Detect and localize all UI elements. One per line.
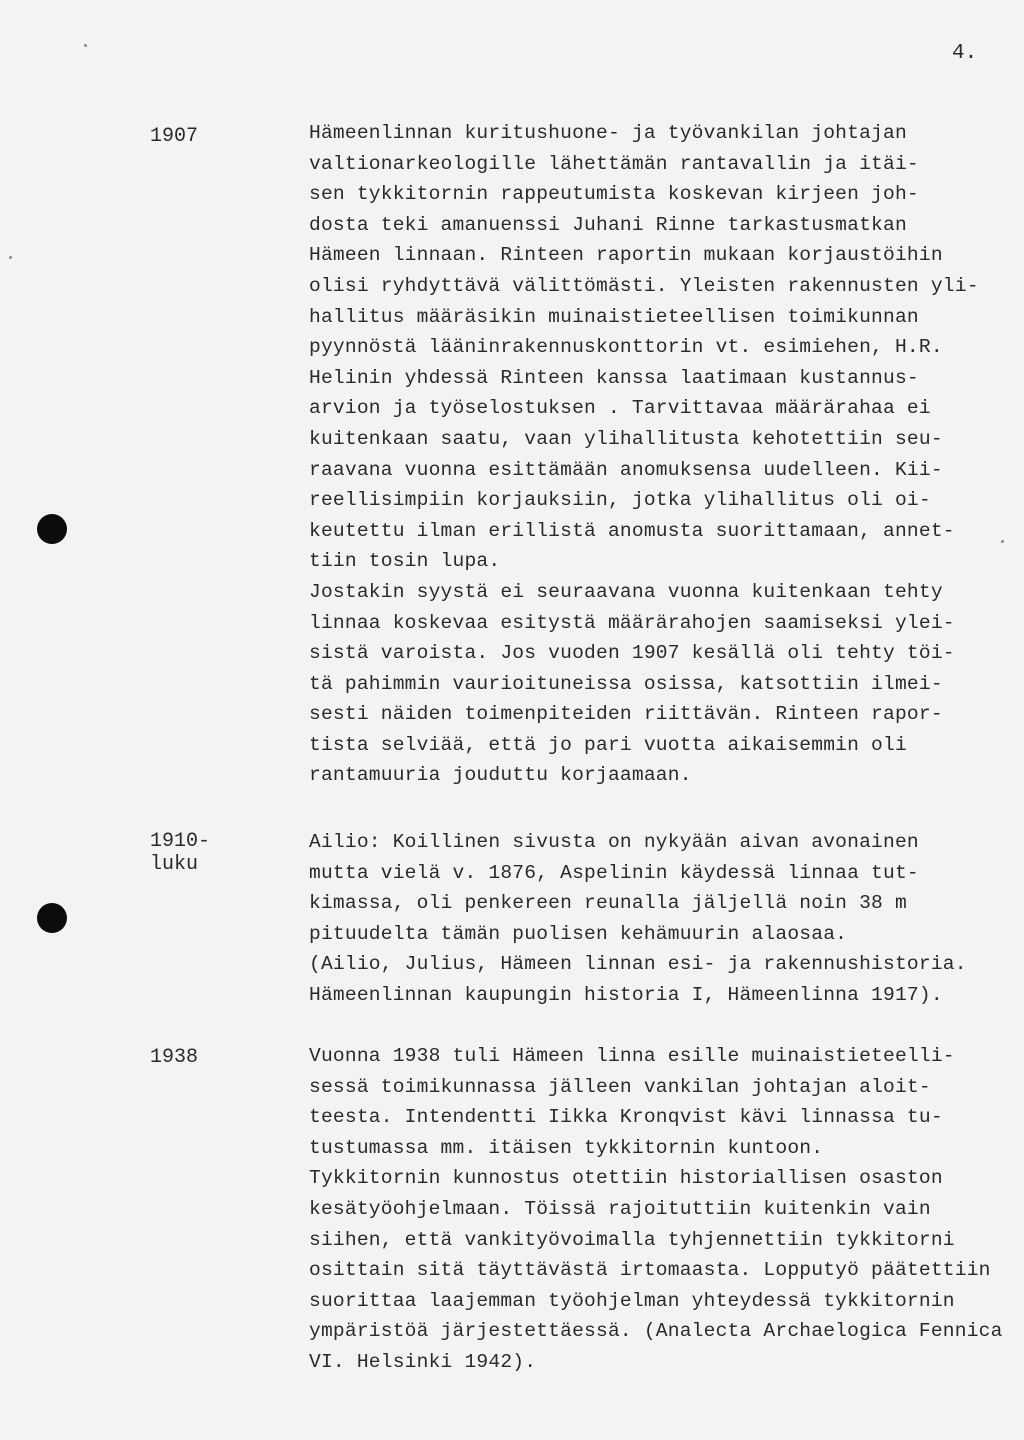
entry-text-1938	[309, 1041, 1014, 1378]
text-line: Hämeenlinnan kuritushuone- ja työvankilan johtajan	[309, 122, 907, 144]
text-line: Hämeen linnaan. Rinteen raportin mukaan korjaustöihin	[309, 244, 943, 267]
entry-text-1910-luku	[309, 827, 1014, 1011]
text-line: (Ailio, Julius, Hämeen linnan esi- ja rakennushistoria.	[309, 953, 967, 976]
text-line: siihen, että vankityövoimalla tyhjennettiin tykkitorni	[309, 1228, 955, 1251]
text-line: Vuonna 1938 tuli Hämeen linna esille muinaistieteelli-	[309, 1045, 955, 1067]
text-line: osittain sitä täyttävästä irtomaasta. Lopputyö päätettiin	[309, 1259, 991, 1282]
text-line: sen tykkitornin rappeutumista koskevan kirjeen joh-	[309, 183, 919, 206]
text-line: arvion ja työselostuksen . Tarvittavaa määrärahaa ei	[309, 397, 931, 420]
punch-hole-icon	[37, 514, 67, 544]
year-label-1907	[150, 125, 198, 148]
text-line: sessä toimikunnassa jälleen vankilan johtajan aloit-	[309, 1075, 931, 1098]
year-line: luku	[150, 853, 199, 876]
text-line: dosta teki amanuenssi Juhani Rinne tarkastusmatkan	[309, 213, 907, 236]
text-line: Ailio: Koillinen sivusta on nykyään aivan avonainen	[309, 831, 919, 853]
text-line: pyynnöstä lääninrakennuskonttorin vt. esimiehen, H.R.	[309, 336, 943, 359]
punch-hole-icon	[37, 903, 67, 933]
text-line: ympäristöä järjestettäessä. (Analecta Archaelogica Fennica	[309, 1320, 1003, 1343]
year-line: 1938	[150, 1046, 199, 1069]
text-line: valtionarkeologille lähettämän rantavallin ja itäi-	[309, 152, 919, 175]
text-line: sistä varoista. Jos vuoden 1907 kesällä oli tehty töi-	[309, 642, 955, 665]
text-line: kimassa, oli penkereen reunalla jäljellä noin 38 m	[309, 892, 907, 915]
year-line: 1907	[150, 125, 199, 148]
text-line: teesta. Intendentti Iikka Kronqvist kävi linnassa tu-	[309, 1106, 943, 1129]
year-line: 1910-	[150, 830, 211, 853]
text-line: sesti näiden toimenpiteiden riittävän. Rinteen rapor-	[309, 703, 943, 726]
text-line: mutta vielä v. 1876, Aspelinin käydessä linnaa tut-	[309, 861, 919, 884]
speck-mark	[84, 44, 87, 47]
text-line: Tykkitornin kunnostus otettiin historiallisen osaston	[309, 1167, 943, 1190]
speck-mark	[9, 256, 12, 259]
text-line: kuitenkaan saatu, vaan ylihallitusta kehotettiin seu-	[309, 427, 943, 450]
text-line: reellisimpiin korjauksiin, jotka ylihallitus oli oi-	[309, 489, 931, 512]
page-number: 4.	[952, 42, 978, 65]
text-line: tiin tosin lupa.	[309, 550, 501, 573]
text-line: Helinin yhdessä Rinteen kanssa laatimaan kustannus-	[309, 366, 919, 389]
text-line: olisi ryhdyttävä välittömästi. Yleisten rakennusten yli-	[309, 274, 979, 297]
text-line: Hämeenlinnan kaupungin historia I, Hämeenlinna 1917).	[309, 983, 943, 1006]
text-line: raavana vuonna esittämään anomuksensa uudelleen. Kii-	[309, 458, 943, 481]
year-label-1910-luku	[150, 830, 210, 876]
text-line: linnaa koskevaa esitystä määrärahojen saamiseksi ylei-	[309, 611, 955, 634]
text-line: hallitus määräsikin muinaistieteellisen toimikunnan	[309, 305, 919, 328]
entry-text-1907	[309, 118, 1014, 791]
text-line: tä pahimmin vaurioituneissa osissa, katsottiin ilmei-	[309, 672, 943, 695]
text-line: tista selviää, että jo pari vuotta aikaisemmin oli	[309, 733, 907, 756]
year-label-1938	[150, 1046, 198, 1069]
text-line: suorittaa laajemman työohjelman yhteydessä tykkitornin	[309, 1289, 955, 1312]
text-line: kesätyöohjelmaan. Töissä rajoituttiin kuitenkin vain	[309, 1197, 931, 1220]
text-line: keutettu ilman erillistä anomusta suorittamaan, annet-	[309, 519, 955, 542]
text-line: rantamuuria jouduttu korjaamaan.	[309, 764, 692, 787]
text-line: Jostakin syystä ei seuraavana vuonna kuitenkaan tehty	[309, 580, 943, 603]
text-line: pituudelta tämän puolisen kehämuurin alaosaa.	[309, 922, 848, 945]
text-line: VI. Helsinki 1942).	[309, 1350, 537, 1373]
text-line: tustumassa mm. itäisen tykkitornin kuntoon.	[309, 1136, 824, 1159]
